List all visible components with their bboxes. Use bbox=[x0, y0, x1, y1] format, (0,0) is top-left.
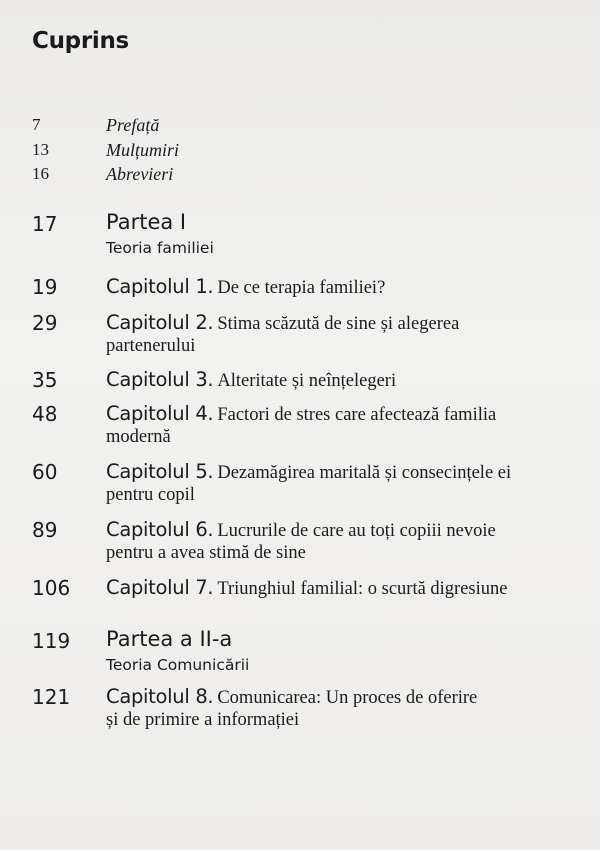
page-number: 106 bbox=[32, 576, 71, 600]
chapter-label: Capitolul 7. bbox=[106, 576, 214, 599]
chapter-label: Capitolul 6. bbox=[106, 518, 214, 541]
page-number: 7 bbox=[32, 115, 41, 134]
page-number: 16 bbox=[32, 164, 49, 183]
part-subtitle: Teoria Comunicării bbox=[106, 656, 250, 674]
part-title: Partea a II-a bbox=[106, 627, 233, 651]
page-number: 48 bbox=[32, 402, 58, 426]
chapter-title: Dezamăgirea maritală și consecințele ei bbox=[217, 463, 512, 483]
chapter-title-continued: și de primire a informației bbox=[106, 710, 300, 730]
chapter-label: Capitolul 3. bbox=[106, 368, 214, 391]
entry-title: Prefață bbox=[106, 115, 160, 135]
page-number: 35 bbox=[32, 368, 58, 392]
part-subtitle: Teoria familiei bbox=[106, 239, 214, 257]
entry-title: Abrevieri bbox=[106, 164, 174, 184]
chapter-label: Capitolul 5. bbox=[106, 460, 214, 483]
page-number: 60 bbox=[32, 460, 58, 484]
chapter-title-continued: pentru a avea stimă de sine bbox=[106, 543, 306, 563]
chapter-title: De ce terapia familiei? bbox=[217, 278, 386, 298]
page-number: 119 bbox=[32, 629, 71, 653]
chapter-title: Lucrurile de care au toți copiii nevoie bbox=[217, 521, 496, 541]
page-number: 17 bbox=[32, 212, 58, 236]
chapter-label: Capitolul 2. bbox=[106, 311, 214, 334]
part-title: Partea I bbox=[106, 210, 187, 234]
chapter-title-continued: partenerului bbox=[106, 336, 196, 356]
chapter-title: Comunicarea: Un proces de oferire bbox=[217, 688, 478, 708]
chapter-title: Alteritate și neînțelegeri bbox=[217, 371, 397, 391]
chapter-label: Capitolul 4. bbox=[106, 402, 214, 425]
page-number: 13 bbox=[32, 140, 49, 159]
chapter-title: Triunghiul familial: o scurtă digresiune bbox=[217, 579, 508, 599]
page-number: 29 bbox=[32, 311, 58, 335]
page-title: Cuprins bbox=[32, 28, 129, 54]
chapter-label: Capitolul 1. bbox=[106, 275, 214, 298]
page-number: 121 bbox=[32, 685, 71, 709]
page-number: 19 bbox=[32, 275, 58, 299]
page-number: 89 bbox=[32, 518, 58, 542]
chapter-title: Stima scăzută de sine și alegerea bbox=[217, 314, 460, 334]
chapter-title-continued: modernă bbox=[106, 427, 171, 447]
chapter-title: Factori de stres care afectează familia bbox=[217, 405, 497, 425]
entry-title: Mulțumiri bbox=[106, 140, 180, 160]
chapter-title-continued: pentru copil bbox=[106, 485, 195, 505]
chapter-label: Capitolul 8. bbox=[106, 685, 214, 708]
